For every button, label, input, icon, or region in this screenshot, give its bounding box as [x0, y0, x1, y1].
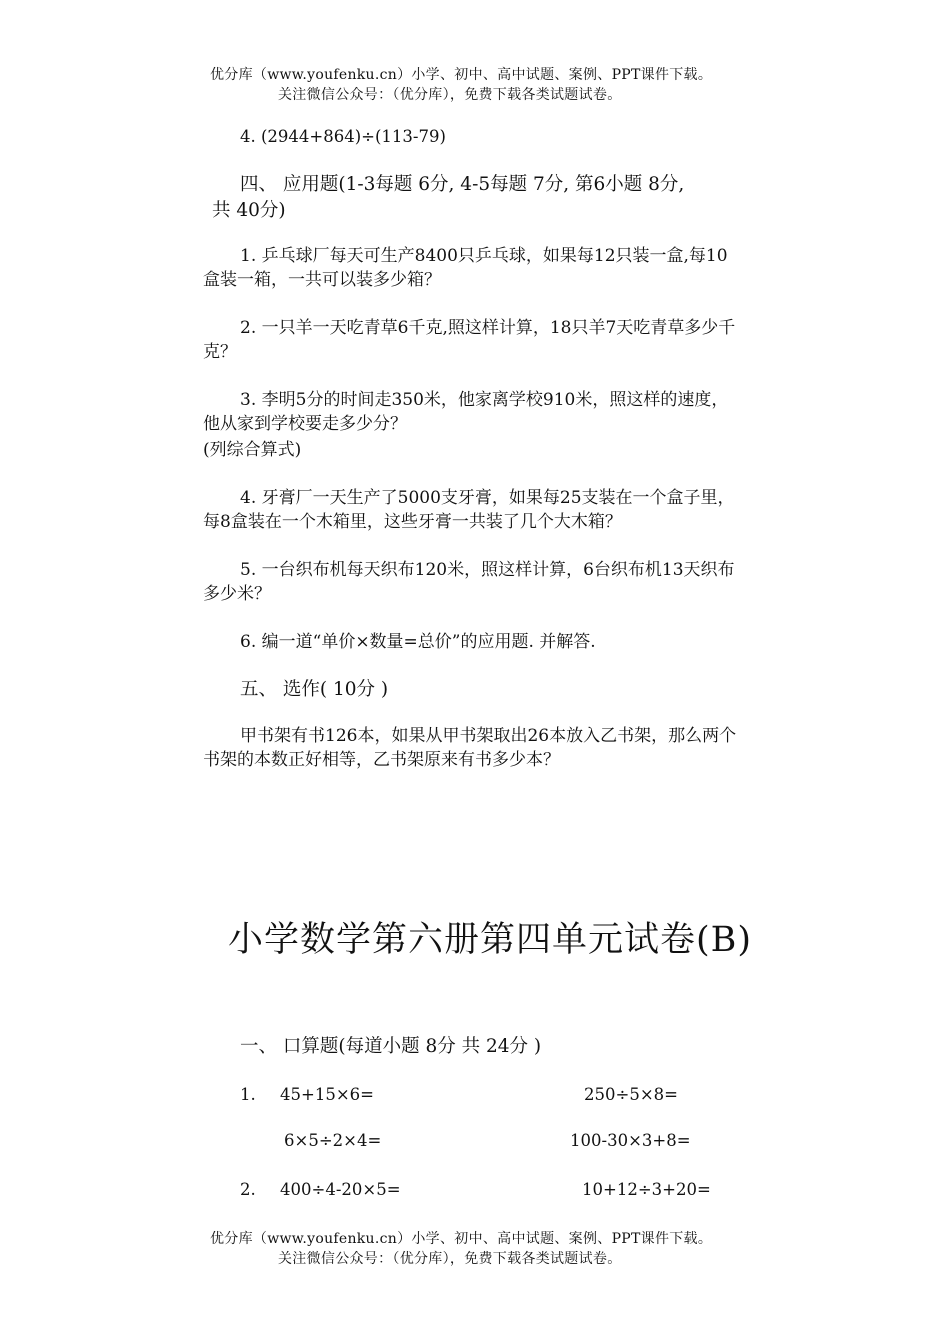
- question-5-line-2: 多少米？: [203, 584, 271, 604]
- question-6: 6. 编一道“单价×数量=总价”的应用题. 并解答.: [240, 632, 596, 652]
- section-4-title-cont: 共 40分): [212, 200, 286, 221]
- section-5-question-line-2: 书架的本数正好相等，乙书架原来有书多少本？: [203, 750, 560, 770]
- section-4-title: 四、 应用题(1-3每题 6分, 4-5每题 7分, 第6小题 8分,: [240, 174, 685, 195]
- question-2-line-2: 克？: [203, 342, 237, 362]
- question-1-line-1: 1. 乒乓球厂每天可生产8400只乒乓球，如果每12只装一盒,每10: [240, 246, 728, 266]
- page-title: 小学数学第六册第四单元试卷(B): [228, 920, 753, 960]
- header-line-2: 关注微信公众号：（优分库），免费下载各类试题试卷。: [278, 87, 622, 103]
- footer-line-1: 优分库（www.youfenku.cn）小学、初中、高中试题、案例、PPT课件下载。: [210, 1231, 713, 1247]
- question-4-line-2: 每8盒装在一个木箱里，这些牙膏一共装了几个大木箱？: [203, 512, 622, 532]
- calc-row-1-number: 1.: [240, 1085, 256, 1104]
- calc-row-3-right: 10+12÷3+20=: [582, 1180, 711, 1199]
- section-1-title: 一、 口算题(每道小题 8分 共 24分 ): [240, 1036, 542, 1057]
- question-1-line-2: 盒装一箱，一共可以装多少箱？: [203, 270, 441, 290]
- section-5-question-line-1: 甲书架有书126本，如果从甲书架取出26本放入乙书架，那么两个: [240, 726, 737, 746]
- calc-row-2-right: 100-30×3+8=: [570, 1131, 691, 1150]
- question-3-line-3: (列综合算式): [203, 440, 302, 460]
- calc-item-4: 4. (2944+864)÷(113-79): [240, 127, 446, 146]
- question-4-line-1: 4. 牙膏厂一天生产了5000支牙膏，如果每25支装在一个盒子里，: [240, 488, 735, 508]
- footer-line-2: 关注微信公众号：（优分库），免费下载各类试题试卷。: [278, 1251, 622, 1267]
- calc-row-3-number: 2.: [240, 1180, 256, 1199]
- section-5-title: 五、 选作( 10分 ): [240, 679, 389, 700]
- question-2-line-1: 2. 一只羊一天吃青草6千克,照这样计算，18只羊7天吃青草多少千: [240, 318, 736, 338]
- calc-row-1-left: 45+15×6=: [280, 1085, 374, 1104]
- question-3-line-1: 3. 李明5分的时间走350米，他家离学校910米，照这样的速度，: [240, 390, 729, 410]
- calc-row-2-left: 6×5÷2×4=: [284, 1131, 382, 1150]
- question-5-line-1: 5. 一台织布机每天织布120米，照这样计算，6台织布机13天织布: [240, 560, 735, 580]
- header-line-1: 优分库（www.youfenku.cn）小学、初中、高中试题、案例、PPT课件下载。: [210, 67, 713, 83]
- calc-row-3-left: 400÷4-20×5=: [280, 1180, 401, 1199]
- calc-row-1-right: 250÷5×8=: [584, 1085, 678, 1104]
- question-3-line-2: 他从家到学校要走多少分？: [203, 414, 407, 434]
